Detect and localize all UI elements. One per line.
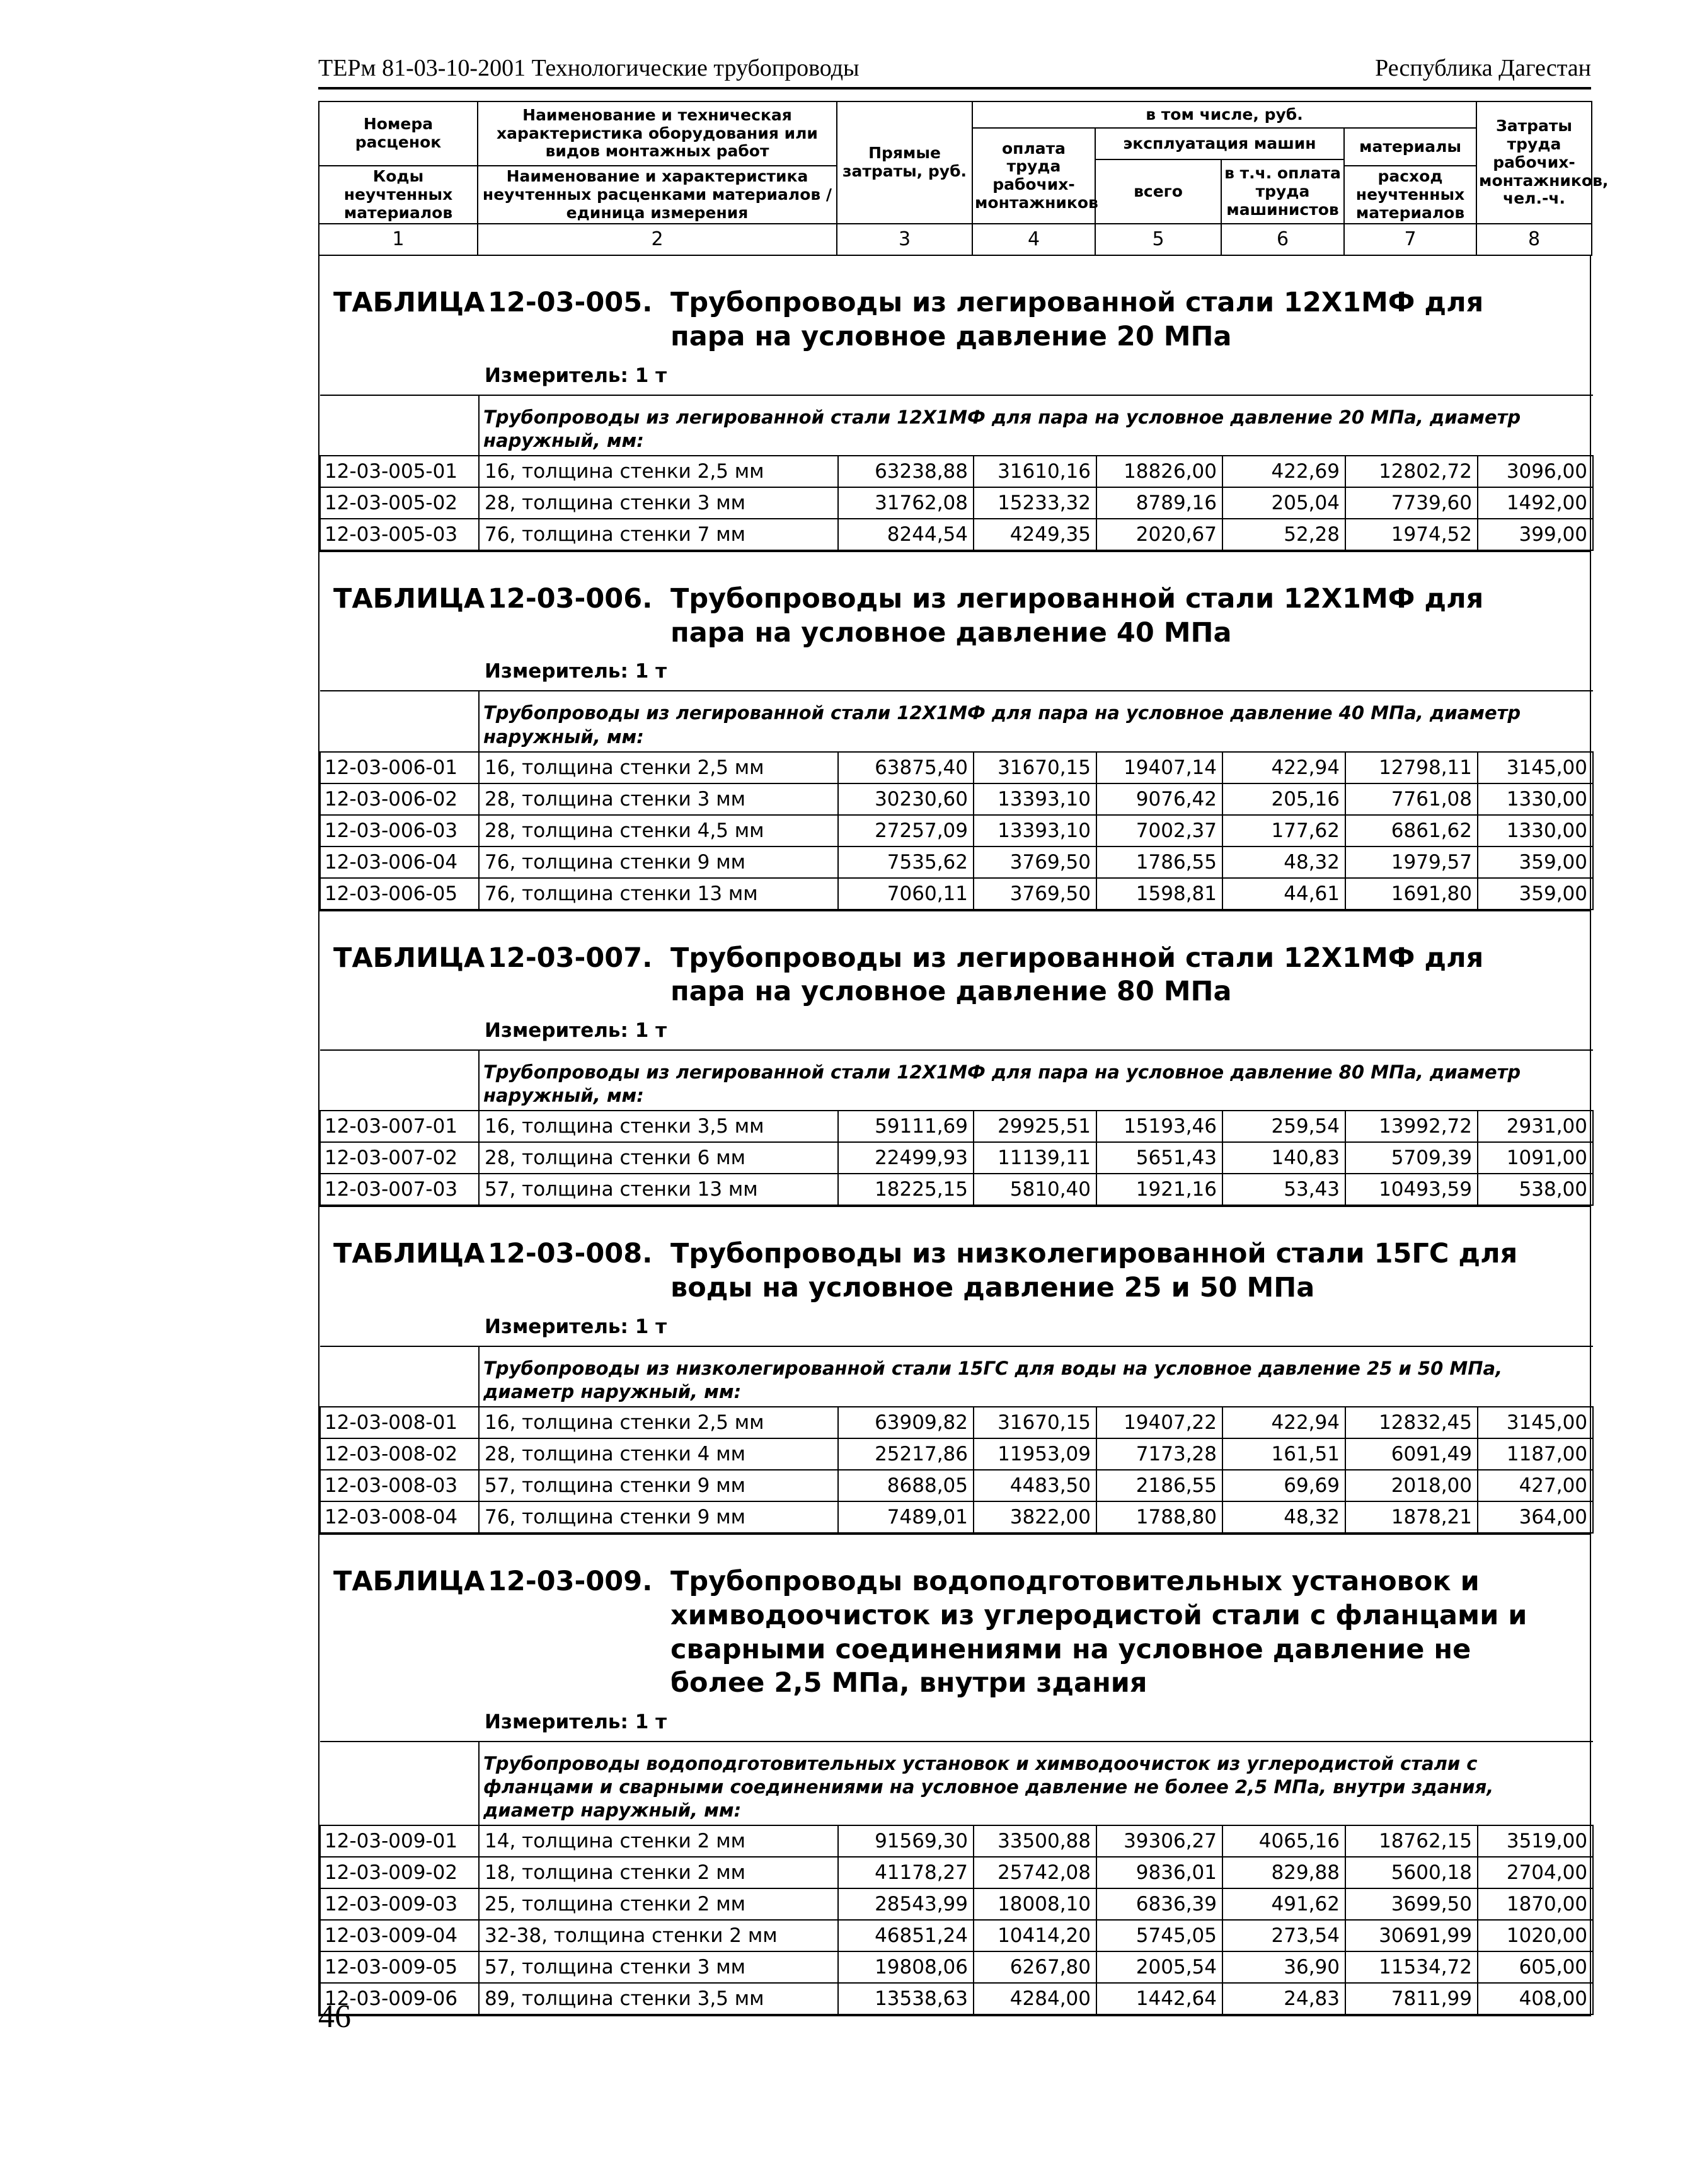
materials: 3699,50: [1345, 1888, 1478, 1920]
section-heading: Трубопроводы из легированной стали 12Х1МФ для пара на условное давление 40 МПа: [670, 582, 1484, 649]
operator-pay: 422,69: [1222, 456, 1345, 487]
work-description: 16, толщина стенки 2,5 мм: [479, 752, 838, 783]
region-name: Республика Дагестан: [1375, 55, 1591, 81]
materials: 5709,39: [1345, 1142, 1478, 1174]
section-heading: Трубопроводы водоподготовительных установок и химводоочисток из углеродистой стали с фланцами и сварными соединениями на условное давление не более 2,5 МПа, внутри здания: [670, 1566, 1527, 1699]
labor-hours: 1187,00: [1478, 1438, 1593, 1470]
worker-pay: 13393,10: [974, 783, 1096, 815]
section-label: ТАБЛИЦА: [333, 942, 485, 974]
materials: 30691,99: [1345, 1920, 1478, 1951]
rate-code: 12-03-008-04: [320, 1501, 479, 1533]
rates-table: [319, 1049, 1594, 1206]
col-number: 5: [1095, 224, 1221, 255]
col-header-worker-pay: оплата труда рабочих-монтажников: [972, 128, 1095, 224]
section-number: 12-03-005.: [488, 287, 653, 319]
section-number: 12-03-009.: [488, 1566, 653, 1598]
col-header-operator-pay: в т.ч. оплата труда машинистов: [1221, 159, 1344, 224]
direct-costs: 7060,11: [838, 878, 974, 910]
direct-costs: 13538,63: [838, 1983, 974, 2014]
operator-pay: 422,94: [1222, 1407, 1345, 1438]
labor-hours: 1020,00: [1478, 1920, 1593, 1951]
rate-code: 12-03-009-01: [320, 1825, 479, 1857]
rate-table-section: [318, 1535, 1591, 2016]
direct-costs: 22499,93: [838, 1142, 974, 1174]
machine-total: 15193,46: [1096, 1111, 1222, 1142]
page-number: 46: [318, 1999, 351, 2035]
labor-hours: 3145,00: [1478, 752, 1593, 783]
worker-pay: 31610,16: [974, 456, 1096, 487]
direct-costs: 19808,06: [838, 1951, 974, 1983]
rate-code: 12-03-005-01: [320, 456, 479, 487]
rates-sheet: [318, 101, 1609, 2016]
work-description: 16, толщина стенки 2,5 мм: [479, 1407, 838, 1438]
table-row: [320, 1174, 1593, 1205]
work-description: 76, толщина стенки 13 мм: [479, 878, 838, 910]
section-title: [319, 1535, 1590, 1701]
work-description: 18, толщина стенки 2 мм: [479, 1857, 838, 1888]
rate-code: 12-03-006-04: [320, 846, 479, 878]
group-title: Трубопроводы из низколегированной стали 15ГС для воды на условное давление 25 и 50 МПа, диаметр наружный, мм:: [479, 1346, 1593, 1407]
work-description: 76, толщина стенки 7 мм: [479, 519, 838, 550]
col-number: 6: [1221, 224, 1344, 255]
section-measure: Измеритель: 1 т: [485, 1315, 667, 1338]
col-number: 4: [972, 224, 1095, 255]
work-description: 57, толщина стенки 9 мм: [479, 1470, 838, 1501]
operator-pay: 259,54: [1222, 1111, 1345, 1142]
group-title: Трубопроводы водоподготовительных установок и химводоочисток из углеродистой стали с фланцами и сварными соединениями на условное давление не более 2,5 МПа, внутри здания, диаметр наружный, мм:: [479, 1742, 1593, 1825]
materials: 1974,52: [1345, 519, 1478, 550]
rate-code: 12-03-009-02: [320, 1857, 479, 1888]
section-title: [319, 552, 1590, 650]
rate-code: 12-03-009-04: [320, 1920, 479, 1951]
table-row: [320, 1983, 1593, 2014]
rate-code: 12-03-005-02: [320, 487, 479, 519]
operator-pay: 53,43: [1222, 1174, 1345, 1205]
labor-hours: 359,00: [1478, 846, 1593, 878]
operator-pay: 48,32: [1222, 846, 1345, 878]
group-title: Трубопроводы из легированной стали 12Х1МФ для пара на условное давление 80 МПа, диаметр наружный, мм:: [479, 1050, 1593, 1111]
table-row: [320, 519, 1593, 550]
operator-pay: 205,16: [1222, 783, 1345, 815]
direct-costs: 63909,82: [838, 1407, 974, 1438]
group-blank-cell: [320, 1346, 479, 1407]
table-row: [320, 1825, 1593, 1857]
section-title: [319, 1207, 1590, 1305]
table-row: [320, 1501, 1593, 1533]
rate-table-section: [318, 256, 1591, 552]
rate-code: 12-03-009-03: [320, 1888, 479, 1920]
direct-costs: 63875,40: [838, 752, 974, 783]
section-number: 12-03-008.: [488, 1238, 653, 1270]
col-number: 1: [319, 224, 478, 255]
table-row: [320, 1111, 1593, 1142]
col-header-unaccounted-materials: расход неучтенных материалов: [1344, 166, 1476, 224]
machine-total: 8789,16: [1096, 487, 1222, 519]
group-title: Трубопроводы из легированной стали 12Х1МФ для пара на условное давление 40 МПа, диаметр наружный, мм:: [479, 691, 1593, 751]
col-header-including: в том числе, руб.: [972, 101, 1476, 128]
machine-total: 9076,42: [1096, 783, 1222, 815]
group-row: [320, 395, 1593, 456]
worker-pay: 4249,35: [974, 519, 1096, 550]
table-row: [320, 1142, 1593, 1174]
work-description: 76, толщина стенки 9 мм: [479, 846, 838, 878]
table-row: [320, 1407, 1593, 1438]
machine-total: 7173,28: [1096, 1438, 1222, 1470]
rate-code: 12-03-006-03: [320, 815, 479, 846]
materials: 1979,57: [1345, 846, 1478, 878]
rates-table: [319, 1741, 1594, 2015]
labor-hours: 3096,00: [1478, 456, 1593, 487]
work-description: 76, толщина стенки 9 мм: [479, 1501, 838, 1533]
materials: 6091,49: [1345, 1438, 1478, 1470]
work-description: 25, толщина стенки 2 мм: [479, 1888, 838, 1920]
machine-total: 1786,55: [1096, 846, 1222, 878]
work-description: 28, толщина стенки 4 мм: [479, 1438, 838, 1470]
materials: 7739,60: [1345, 487, 1478, 519]
running-header: [318, 52, 1591, 90]
materials: 7761,08: [1345, 783, 1478, 815]
section-label: ТАБЛИЦА: [333, 1238, 485, 1270]
labor-hours: 1091,00: [1478, 1142, 1593, 1174]
worker-pay: 11139,11: [974, 1142, 1096, 1174]
rates-table: [319, 1346, 1594, 1534]
group-blank-cell: [320, 1742, 479, 1825]
materials: 12802,72: [1345, 456, 1478, 487]
operator-pay: 24,83: [1222, 1983, 1345, 2014]
col-header-work-name: Наименование и техническая характеристика оборудования или видов монтажных работ: [478, 101, 837, 166]
materials: 7811,99: [1345, 1983, 1478, 2014]
worker-pay: 4483,50: [974, 1470, 1096, 1501]
worker-pay: 31670,15: [974, 752, 1096, 783]
materials: 10493,59: [1345, 1174, 1478, 1205]
section-label: ТАБЛИЦА: [333, 1566, 485, 1598]
group-row: [320, 1742, 1593, 1825]
table-row: [320, 1438, 1593, 1470]
col-header-labor-hours: Затраты труда рабочих-монтажников, чел.-ч.: [1476, 101, 1592, 224]
section-heading: Трубопроводы из легированной стали 12Х1МФ для пара на условное давление 20 МПа: [670, 287, 1484, 352]
work-description: 32-38, толщина стенки 2 мм: [479, 1920, 838, 1951]
worker-pay: 3769,50: [974, 846, 1096, 878]
col-header-machine-total: всего: [1095, 159, 1221, 224]
materials: 5600,18: [1345, 1857, 1478, 1888]
labor-hours: 427,00: [1478, 1470, 1593, 1501]
rate-code: 12-03-007-03: [320, 1174, 479, 1205]
materials: 12832,45: [1345, 1407, 1478, 1438]
table-row: [320, 752, 1593, 783]
table-row: [320, 1920, 1593, 1951]
machine-total: 5745,05: [1096, 1920, 1222, 1951]
machine-total: 7002,37: [1096, 815, 1222, 846]
operator-pay: 44,61: [1222, 878, 1345, 910]
operator-pay: 829,88: [1222, 1857, 1345, 1888]
col-header-material-names: Наименование и характеристика неучтенных расценками материалов / единица измерения: [478, 166, 837, 224]
group-row: [320, 691, 1593, 751]
materials: 1878,21: [1345, 1501, 1478, 1533]
section-title: [319, 911, 1590, 1010]
direct-costs: 91569,30: [838, 1825, 974, 1857]
col-header-rate-number: Номера расценок: [319, 101, 478, 166]
labor-hours: 364,00: [1478, 1501, 1593, 1533]
operator-pay: 491,62: [1222, 1888, 1345, 1920]
worker-pay: 3822,00: [974, 1501, 1096, 1533]
col-number: 2: [478, 224, 837, 255]
work-description: 28, толщина стенки 6 мм: [479, 1142, 838, 1174]
section-number: 12-03-007.: [488, 942, 653, 974]
worker-pay: 18008,10: [974, 1888, 1096, 1920]
operator-pay: 52,28: [1222, 519, 1345, 550]
machine-total: 6836,39: [1096, 1888, 1222, 1920]
group-blank-cell: [320, 1050, 479, 1111]
labor-hours: 399,00: [1478, 519, 1593, 550]
operator-pay: 205,04: [1222, 487, 1345, 519]
machine-total: 2005,54: [1096, 1951, 1222, 1983]
machine-total: 2020,67: [1096, 519, 1222, 550]
table-row: [320, 1470, 1593, 1501]
section-measure: Измеритель: 1 т: [485, 1019, 667, 1043]
table-row: [320, 1857, 1593, 1888]
rate-code: 12-03-006-02: [320, 783, 479, 815]
operator-pay: 69,69: [1222, 1470, 1345, 1501]
materials: 18762,15: [1345, 1825, 1478, 1857]
labor-hours: 1870,00: [1478, 1888, 1593, 1920]
machine-total: 1442,64: [1096, 1983, 1222, 2014]
materials: 11534,72: [1345, 1951, 1478, 1983]
worker-pay: 3769,50: [974, 878, 1096, 910]
section-label: ТАБЛИЦА: [333, 582, 485, 615]
table-row: [320, 456, 1593, 487]
rate-code: 12-03-008-03: [320, 1470, 479, 1501]
section-measure: Измеритель: 1 т: [485, 660, 667, 683]
section-heading: Трубопроводы из легированной стали 12Х1МФ для пара на условное давление 80 МПа: [670, 942, 1484, 1008]
materials: 6861,62: [1345, 815, 1478, 846]
direct-costs: 7489,01: [838, 1501, 974, 1533]
labor-hours: 2704,00: [1478, 1857, 1593, 1888]
table-row: [320, 1888, 1593, 1920]
materials: 2018,00: [1345, 1470, 1478, 1501]
table-row: [320, 815, 1593, 846]
work-description: 57, толщина стенки 13 мм: [479, 1174, 838, 1205]
operator-pay: 422,94: [1222, 752, 1345, 783]
table-row: [320, 846, 1593, 878]
operator-pay: 140,83: [1222, 1142, 1345, 1174]
work-description: 28, толщина стенки 3 мм: [479, 783, 838, 815]
worker-pay: 29925,51: [974, 1111, 1096, 1142]
group-row: [320, 1050, 1593, 1111]
column-header-table: [318, 101, 1609, 256]
worker-pay: 5810,40: [974, 1174, 1096, 1205]
worker-pay: 11953,09: [974, 1438, 1096, 1470]
rates-table: [319, 690, 1594, 910]
direct-costs: 59111,69: [838, 1111, 974, 1142]
table-row: [320, 487, 1593, 519]
worker-pay: 13393,10: [974, 815, 1096, 846]
rate-code: 12-03-009-06: [320, 1983, 479, 2014]
group-blank-cell: [320, 691, 479, 751]
col-header-direct-costs: Прямые затраты, руб.: [837, 101, 972, 224]
col-header-materials: материалы: [1344, 128, 1476, 166]
direct-costs: 8244,54: [838, 519, 974, 550]
work-description: 28, толщина стенки 3 мм: [479, 487, 838, 519]
col-header-machine-operation: эксплуатация машин: [1095, 128, 1344, 159]
col-header-material-codes: Коды неучтенных материалов: [319, 166, 478, 224]
work-description: 57, толщина стенки 3 мм: [479, 1951, 838, 1983]
direct-costs: 30230,60: [838, 783, 974, 815]
direct-costs: 8688,05: [838, 1470, 974, 1501]
rate-code: 12-03-006-01: [320, 752, 479, 783]
rate-code: 12-03-008-01: [320, 1407, 479, 1438]
rate-code: 12-03-005-03: [320, 519, 479, 550]
labor-hours: 359,00: [1478, 878, 1593, 910]
work-description: 14, толщина стенки 2 мм: [479, 1825, 838, 1857]
rate-code: 12-03-008-02: [320, 1438, 479, 1470]
direct-costs: 7535,62: [838, 846, 974, 878]
worker-pay: 4284,00: [974, 1983, 1096, 2014]
worker-pay: 10414,20: [974, 1920, 1096, 1951]
col-number: 8: [1476, 224, 1592, 255]
rate-tables: [318, 256, 1591, 2016]
direct-costs: 46851,24: [838, 1920, 974, 1951]
machine-total: 1788,80: [1096, 1501, 1222, 1533]
operator-pay: 177,62: [1222, 815, 1345, 846]
direct-costs: 27257,09: [838, 815, 974, 846]
group-row: [320, 1346, 1593, 1407]
section-title: [319, 256, 1590, 354]
table-row: [320, 1951, 1593, 1983]
worker-pay: 15233,32: [974, 487, 1096, 519]
rate-code: 12-03-007-01: [320, 1111, 479, 1142]
materials: 12798,11: [1345, 752, 1478, 783]
section-measure: Измеритель: 1 т: [485, 364, 667, 387]
machine-total: 1598,81: [1096, 878, 1222, 910]
machine-total: 5651,43: [1096, 1142, 1222, 1174]
labor-hours: 538,00: [1478, 1174, 1593, 1205]
rate-table-section: [318, 1207, 1591, 1535]
worker-pay: 33500,88: [974, 1825, 1096, 1857]
labor-hours: 3145,00: [1478, 1407, 1593, 1438]
direct-costs: 41178,27: [838, 1857, 974, 1888]
machine-total: 1921,16: [1096, 1174, 1222, 1205]
direct-costs: 63238,88: [838, 456, 974, 487]
document-title: ТЕРм 81-03-10-2001 Технологические трубопроводы: [318, 55, 860, 81]
group-blank-cell: [320, 395, 479, 456]
work-description: 16, толщина стенки 3,5 мм: [479, 1111, 838, 1142]
operator-pay: 36,90: [1222, 1951, 1345, 1983]
machine-total: 2186,55: [1096, 1470, 1222, 1501]
machine-total: 19407,22: [1096, 1407, 1222, 1438]
rates-table: [319, 395, 1594, 551]
operator-pay: 4065,16: [1222, 1825, 1345, 1857]
rate-code: 12-03-007-02: [320, 1142, 479, 1174]
materials: 13992,72: [1345, 1111, 1478, 1142]
group-title: Трубопроводы из легированной стали 12Х1МФ для пара на условное давление 20 МПа, диаметр наружный, мм:: [479, 395, 1593, 456]
work-description: 89, толщина стенки 3,5 мм: [479, 1983, 838, 2014]
machine-total: 19407,14: [1096, 752, 1222, 783]
operator-pay: 161,51: [1222, 1438, 1345, 1470]
direct-costs: 25217,86: [838, 1438, 974, 1470]
worker-pay: 31670,15: [974, 1407, 1096, 1438]
rate-code: 12-03-009-05: [320, 1951, 479, 1983]
rate-table-section: [318, 911, 1591, 1208]
labor-hours: 1330,00: [1478, 783, 1593, 815]
rate-table-section: [318, 552, 1591, 911]
section-number: 12-03-006.: [488, 582, 653, 615]
labor-hours: 408,00: [1478, 1983, 1593, 2014]
machine-total: 18826,00: [1096, 456, 1222, 487]
direct-costs: 18225,15: [838, 1174, 974, 1205]
machine-total: 39306,27: [1096, 1825, 1222, 1857]
direct-costs: 28543,99: [838, 1888, 974, 1920]
operator-pay: 273,54: [1222, 1920, 1345, 1951]
labor-hours: 1330,00: [1478, 815, 1593, 846]
section-label: ТАБЛИЦА: [333, 287, 485, 319]
labor-hours: 605,00: [1478, 1951, 1593, 1983]
table-row: [320, 878, 1593, 910]
direct-costs: 31762,08: [838, 487, 974, 519]
worker-pay: 6267,80: [974, 1951, 1096, 1983]
labor-hours: 1492,00: [1478, 487, 1593, 519]
work-description: 28, толщина стенки 4,5 мм: [479, 815, 838, 846]
worker-pay: 25742,08: [974, 1857, 1096, 1888]
work-description: 16, толщина стенки 2,5 мм: [479, 456, 838, 487]
col-number: 3: [837, 224, 972, 255]
operator-pay: 48,32: [1222, 1501, 1345, 1533]
materials: 1691,80: [1345, 878, 1478, 910]
section-measure: Измеритель: 1 т: [485, 1711, 667, 1734]
labor-hours: 3519,00: [1478, 1825, 1593, 1857]
table-row: [320, 783, 1593, 815]
col-number: 7: [1344, 224, 1476, 255]
machine-total: 9836,01: [1096, 1857, 1222, 1888]
labor-hours: 2931,00: [1478, 1111, 1593, 1142]
rate-code: 12-03-006-05: [320, 878, 479, 910]
section-heading: Трубопроводы из низколегированной стали 15ГС для воды на условное давление 25 и 50 МПа: [670, 1238, 1518, 1304]
